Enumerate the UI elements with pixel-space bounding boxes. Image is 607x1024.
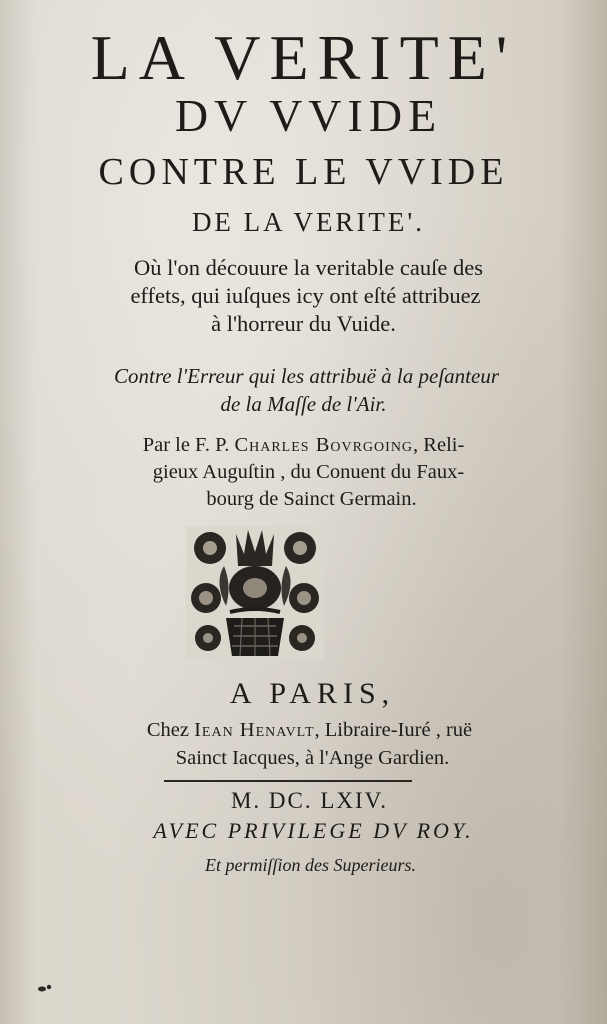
title-line-4: DE LA VERITE'. <box>191 207 426 237</box>
author-suffix: , Reli- <box>413 434 465 456</box>
publisher-suffix: , Libraire-Iuré , ruë <box>314 719 473 741</box>
subtitle-line: à l'horreur du Vuide. <box>211 311 396 336</box>
horizontal-rule <box>164 780 412 782</box>
author-line-2: gieux Auguſtin , du Conuent du Faux- <box>152 461 465 483</box>
author-name: Charles Bovrgoing <box>234 434 414 456</box>
subtitle-line: effets, qui iuſques icy ont eſté attribuez <box>130 283 481 308</box>
italic-line: Contre l'Erreur qui les attribuë à la peſanteur <box>114 364 499 388</box>
author-prefix: Par le F. P. <box>142 434 235 456</box>
publisher-line-2: Sainct Iacques, à l'Ange Gardien. <box>175 747 450 769</box>
italic-line: de la Maſſe de l'Air. <box>220 392 387 416</box>
subtitle-line: Où l'on découure la veritable cauſe des <box>134 255 483 280</box>
author-line-1 <box>0 432 607 459</box>
publisher-name: Iean Henavlt <box>194 719 315 741</box>
title-line-2: DV VVIDE <box>174 90 443 141</box>
flower-basket-woodcut-icon <box>186 526 324 660</box>
permission-line: Et permiſſion des Superieurs. <box>205 855 416 875</box>
privilege-line: AVEC PRIVILEGE DV ROY. <box>153 818 474 843</box>
ink-spot <box>38 984 52 992</box>
title-line-3: CONTRE LE VVIDE <box>98 151 509 193</box>
publisher-line-1 <box>0 717 607 744</box>
title-line-1: LA VERITE' <box>90 22 517 93</box>
publisher-prefix: Chez <box>146 719 195 741</box>
imprint-city: A PARIS, <box>229 677 396 710</box>
author-line-3: bourg de Sainct Germain. <box>206 488 417 510</box>
imprint-year: M. DC. LXIV. <box>230 788 389 813</box>
